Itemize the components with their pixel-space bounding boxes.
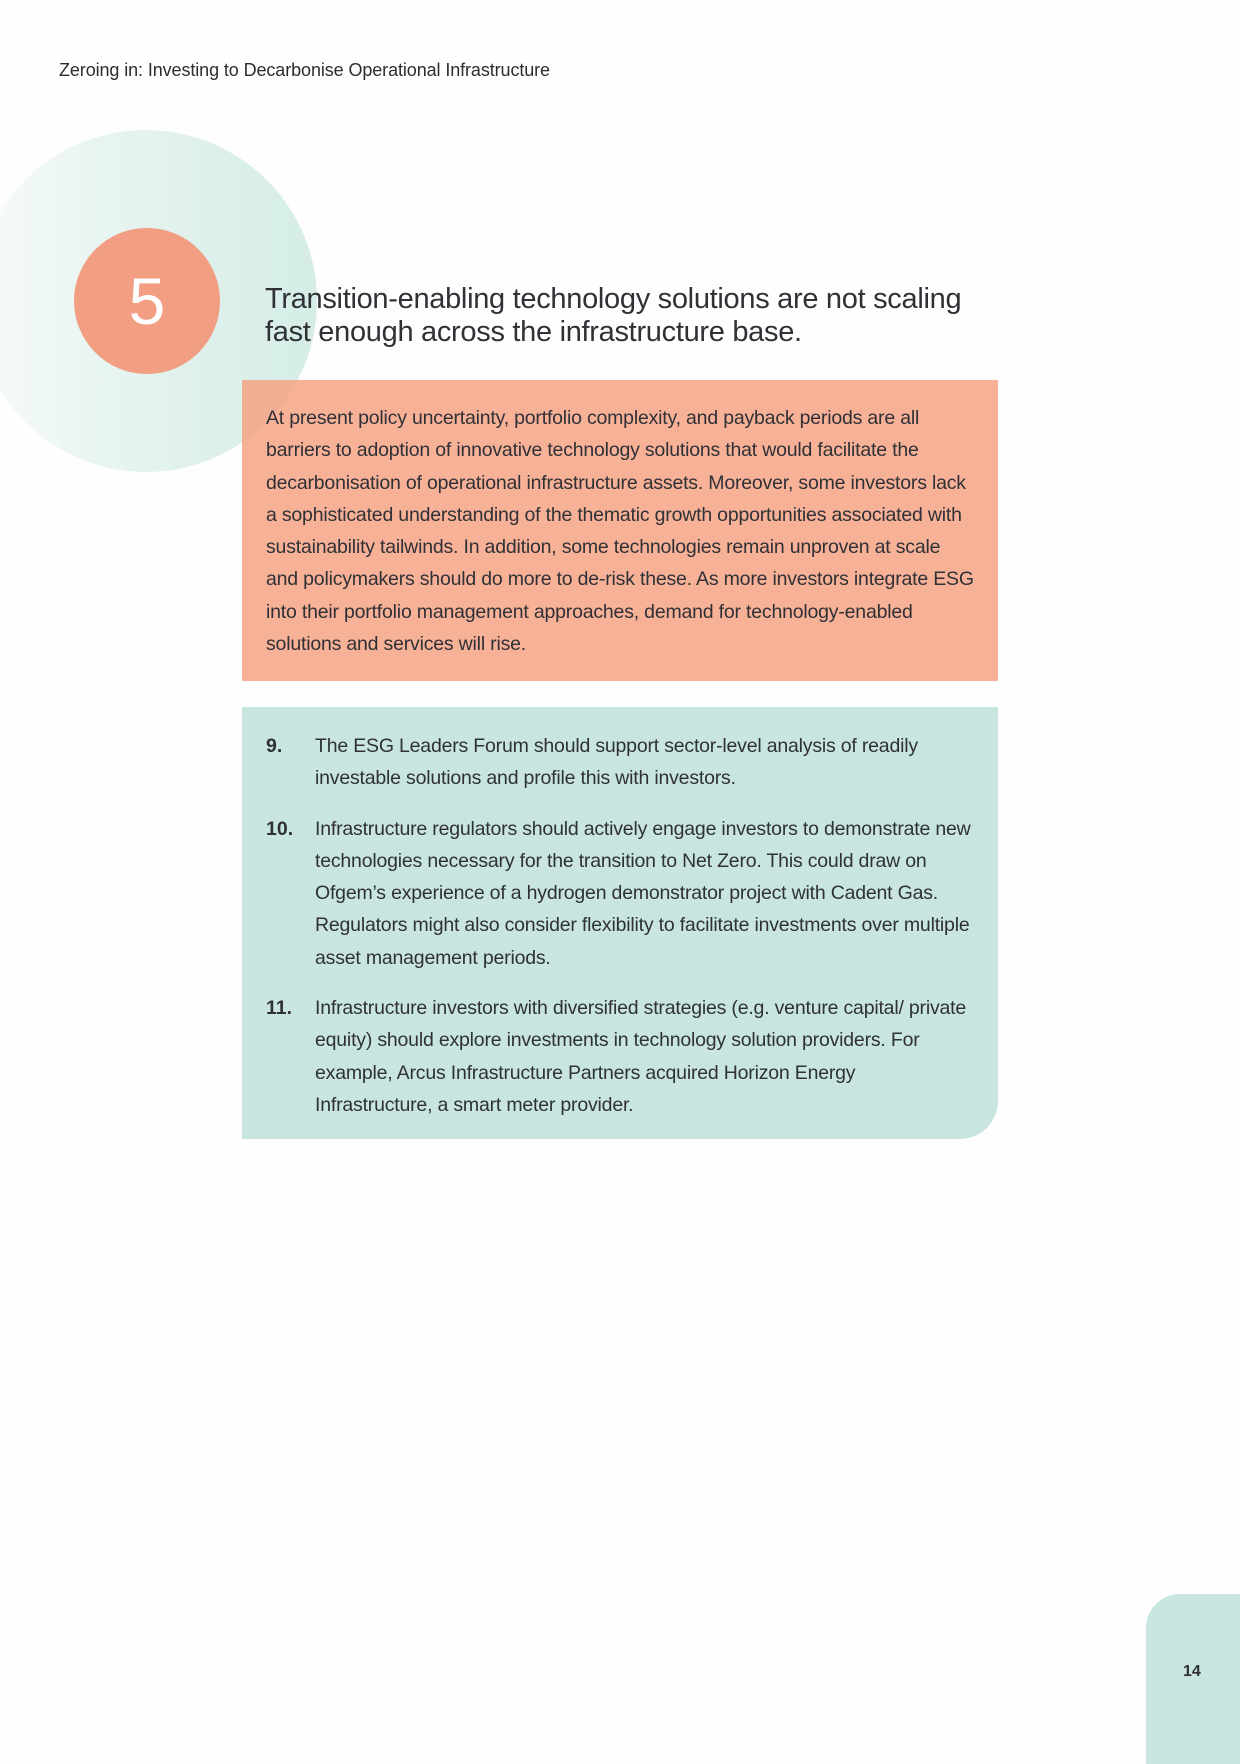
section-number-badge: 5 [74,228,220,374]
recommendation-item [266,813,974,974]
recommendation-text: The ESG Leaders Forum should support sector-level analysis of readily investable solutions and profile this with investors. [315,735,918,790]
recommendation-number: 11. [266,997,293,1020]
intro-panel [242,380,998,681]
recommendation-text: Infrastructure regulators should actively engage investors to demonstrate new technologies necessary for the transition to Net Zero. This could draw on Ofgem’s experience of a hydrogen demonstrator project with Cadent Gas. Regulators might also consider flexibility to facilitate investments over multiple asset management periods. [315,817,971,969]
recommendations-panel [242,707,998,1139]
recommendation-number: 9. [266,735,283,757]
page-number: 14 [1183,1663,1201,1680]
recommendation-text: Infrastructure investors with diversified strategies (e.g. venture capital/ private equity) should explore investments in technology solution providers. For example, Arcus Infrastructure Partners acquired Horizon Energy Infrastructure, a smart meter provider. [315,997,967,1116]
recommendation-item [266,730,974,795]
section-headline: Transition-enabling technology solutions are not scaling fast enough across the infrastructure base. [265,283,962,348]
intro-text: At present policy uncertainty, portfolio complexity, and payback periods are all barriers to adoption of innovative technology solutions that would facilitate the decarbonisation of operational infrastructure assets. Moreover, some investors lack a sophisticated understanding of the thematic growth opportunities associated with sustainability tailwinds. In addition, some technologies remain unproven at scale and policymakers should do more to de-risk these. As more investors integrate ESG into their portfolio management approaches, demand for technology-enabled solutions and services will rise. [266,407,974,656]
recommendation-item [266,992,974,1121]
running-header: Zeroing in: Investing to Decarbonise Operational Infrastructure [59,60,550,80]
recommendation-number: 10. [266,817,294,840]
